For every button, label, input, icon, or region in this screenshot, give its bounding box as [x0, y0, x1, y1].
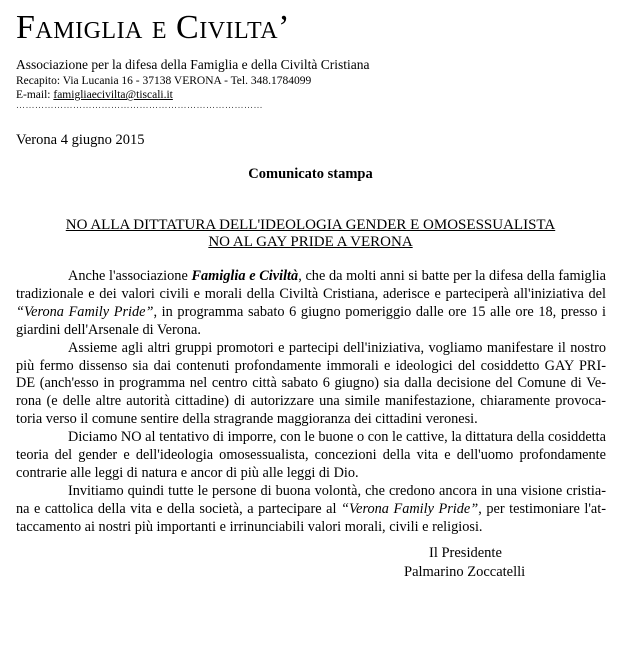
- text-segment: Invitiamo quindi tutte le persone di buona volontà, che credono ancora in una visione cristia-: [68, 482, 606, 499]
- headline: [0, 217, 621, 251]
- text-segment: toria verso il comune sentire della stragrande maggioranza dei cittadini veronesi.: [16, 411, 478, 428]
- emphasized-text: “Verona Family Pride”: [341, 500, 479, 517]
- text-segment: Anche l'associazione: [68, 268, 192, 284]
- text-segment: , per testimoniare l'at-: [478, 500, 606, 517]
- letterhead-divider: ……………………………………………………………………: [16, 100, 263, 110]
- paragraph-line: [16, 268, 606, 286]
- emphasized-text: “Verona Family Pride”: [16, 303, 154, 320]
- paragraph-line: [16, 375, 606, 393]
- headline-line-1: NO ALLA DITTATURA DELL'IDEOLOGIA GENDER E OMOSESSUALISTA: [65, 217, 556, 233]
- emphasized-text: Famiglia e Civiltà: [191, 268, 299, 284]
- text-segment: tradizionale e dei valori civili e morali della Civiltà Cristiana, aderisce e parteciperà all'iniziativa del: [16, 285, 606, 302]
- paragraph-line: [16, 411, 606, 429]
- text-segment: Diciamo NO al tentativo di imporre, con le buone o con le cattive, la dittatura della cosiddetta: [68, 429, 606, 446]
- paragraph-4: [16, 483, 606, 537]
- signature-role: Il Presidente: [429, 545, 502, 561]
- paragraph-line: [16, 465, 606, 483]
- paragraph-line: [16, 519, 606, 537]
- document-date: Verona 4 giugno 2015: [16, 132, 145, 148]
- paragraph-line: [16, 286, 606, 304]
- text-segment: più fermo dissenso sia dai contenuti profondamente immorali e ideologici del cosiddetto GAY PRI-: [16, 357, 606, 374]
- press-release-label: Comunicato stampa: [248, 166, 373, 182]
- letterhead-title: Famiglia e Civilta’: [16, 9, 290, 46]
- text-segment: Assieme agli altri gruppi promotori e partecipi dell'iniziativa, vogliamo manifestare il nostro: [68, 339, 606, 356]
- text-segment: rona (e delle altre autorità cittadine) di autorizzare una simile manifestazione, chiaramente provoca-: [16, 393, 606, 410]
- text-segment: taccamento ai nostri più importanti e irrinunciabili valori morali, civili e religiosi.: [16, 518, 483, 535]
- text-segment: , in programma sabato 6 giugno pomeriggio dalle ore 15 alle ore 18, presso i: [153, 303, 606, 320]
- paragraph-line: [16, 429, 606, 447]
- paragraph-line: [16, 393, 606, 411]
- text-segment: na e cattolica della vita e della società, a partecipare al: [16, 500, 341, 517]
- headline-line-2: NO AL GAY PRIDE A VERONA: [208, 234, 413, 250]
- email-link[interactable]: famigliaecivilta@tiscali.it: [53, 89, 173, 101]
- paragraph-2: [16, 340, 606, 430]
- paragraph-line: [16, 358, 606, 376]
- paragraph-line: [16, 340, 606, 358]
- body-text: [16, 268, 606, 537]
- paragraph-3: [16, 429, 606, 483]
- signature-name: Palmarino Zoccatelli: [404, 563, 526, 580]
- letterhead-subtitle: Associazione per la difesa della Famiglia e della Civiltà Cristiana: [16, 57, 370, 72]
- paragraph-line: [16, 501, 606, 519]
- text-segment: teoria del gender e dell'ideologia omosessualista, concezioni della vita e dell'uomo profondamente: [16, 447, 606, 464]
- text-segment: , che da molti anni si batte per la difesa della famiglia: [298, 268, 606, 284]
- paragraph-line: [16, 447, 606, 465]
- paragraph-line: [16, 483, 606, 501]
- signature-block: [404, 544, 525, 581]
- letterhead-address: Recapito: Via Lucania 16 - 37138 VERONA - Tel. 348.1784099: [16, 75, 312, 87]
- text-segment: contrarie alle leggi di natura e ancor di più alle leggi di Dio.: [16, 464, 359, 481]
- paragraph-line: [16, 322, 606, 340]
- text-segment: DE (anch'esso in programma nel centro città sabato 6 giugno) sia dalla decisione del Comune di Ve-: [16, 375, 606, 392]
- paragraph-line: [16, 304, 606, 322]
- text-segment: giardini dell'Arsenale di Verona.: [16, 321, 201, 338]
- paragraph-1: [16, 268, 606, 340]
- email-label: E-mail:: [16, 89, 54, 101]
